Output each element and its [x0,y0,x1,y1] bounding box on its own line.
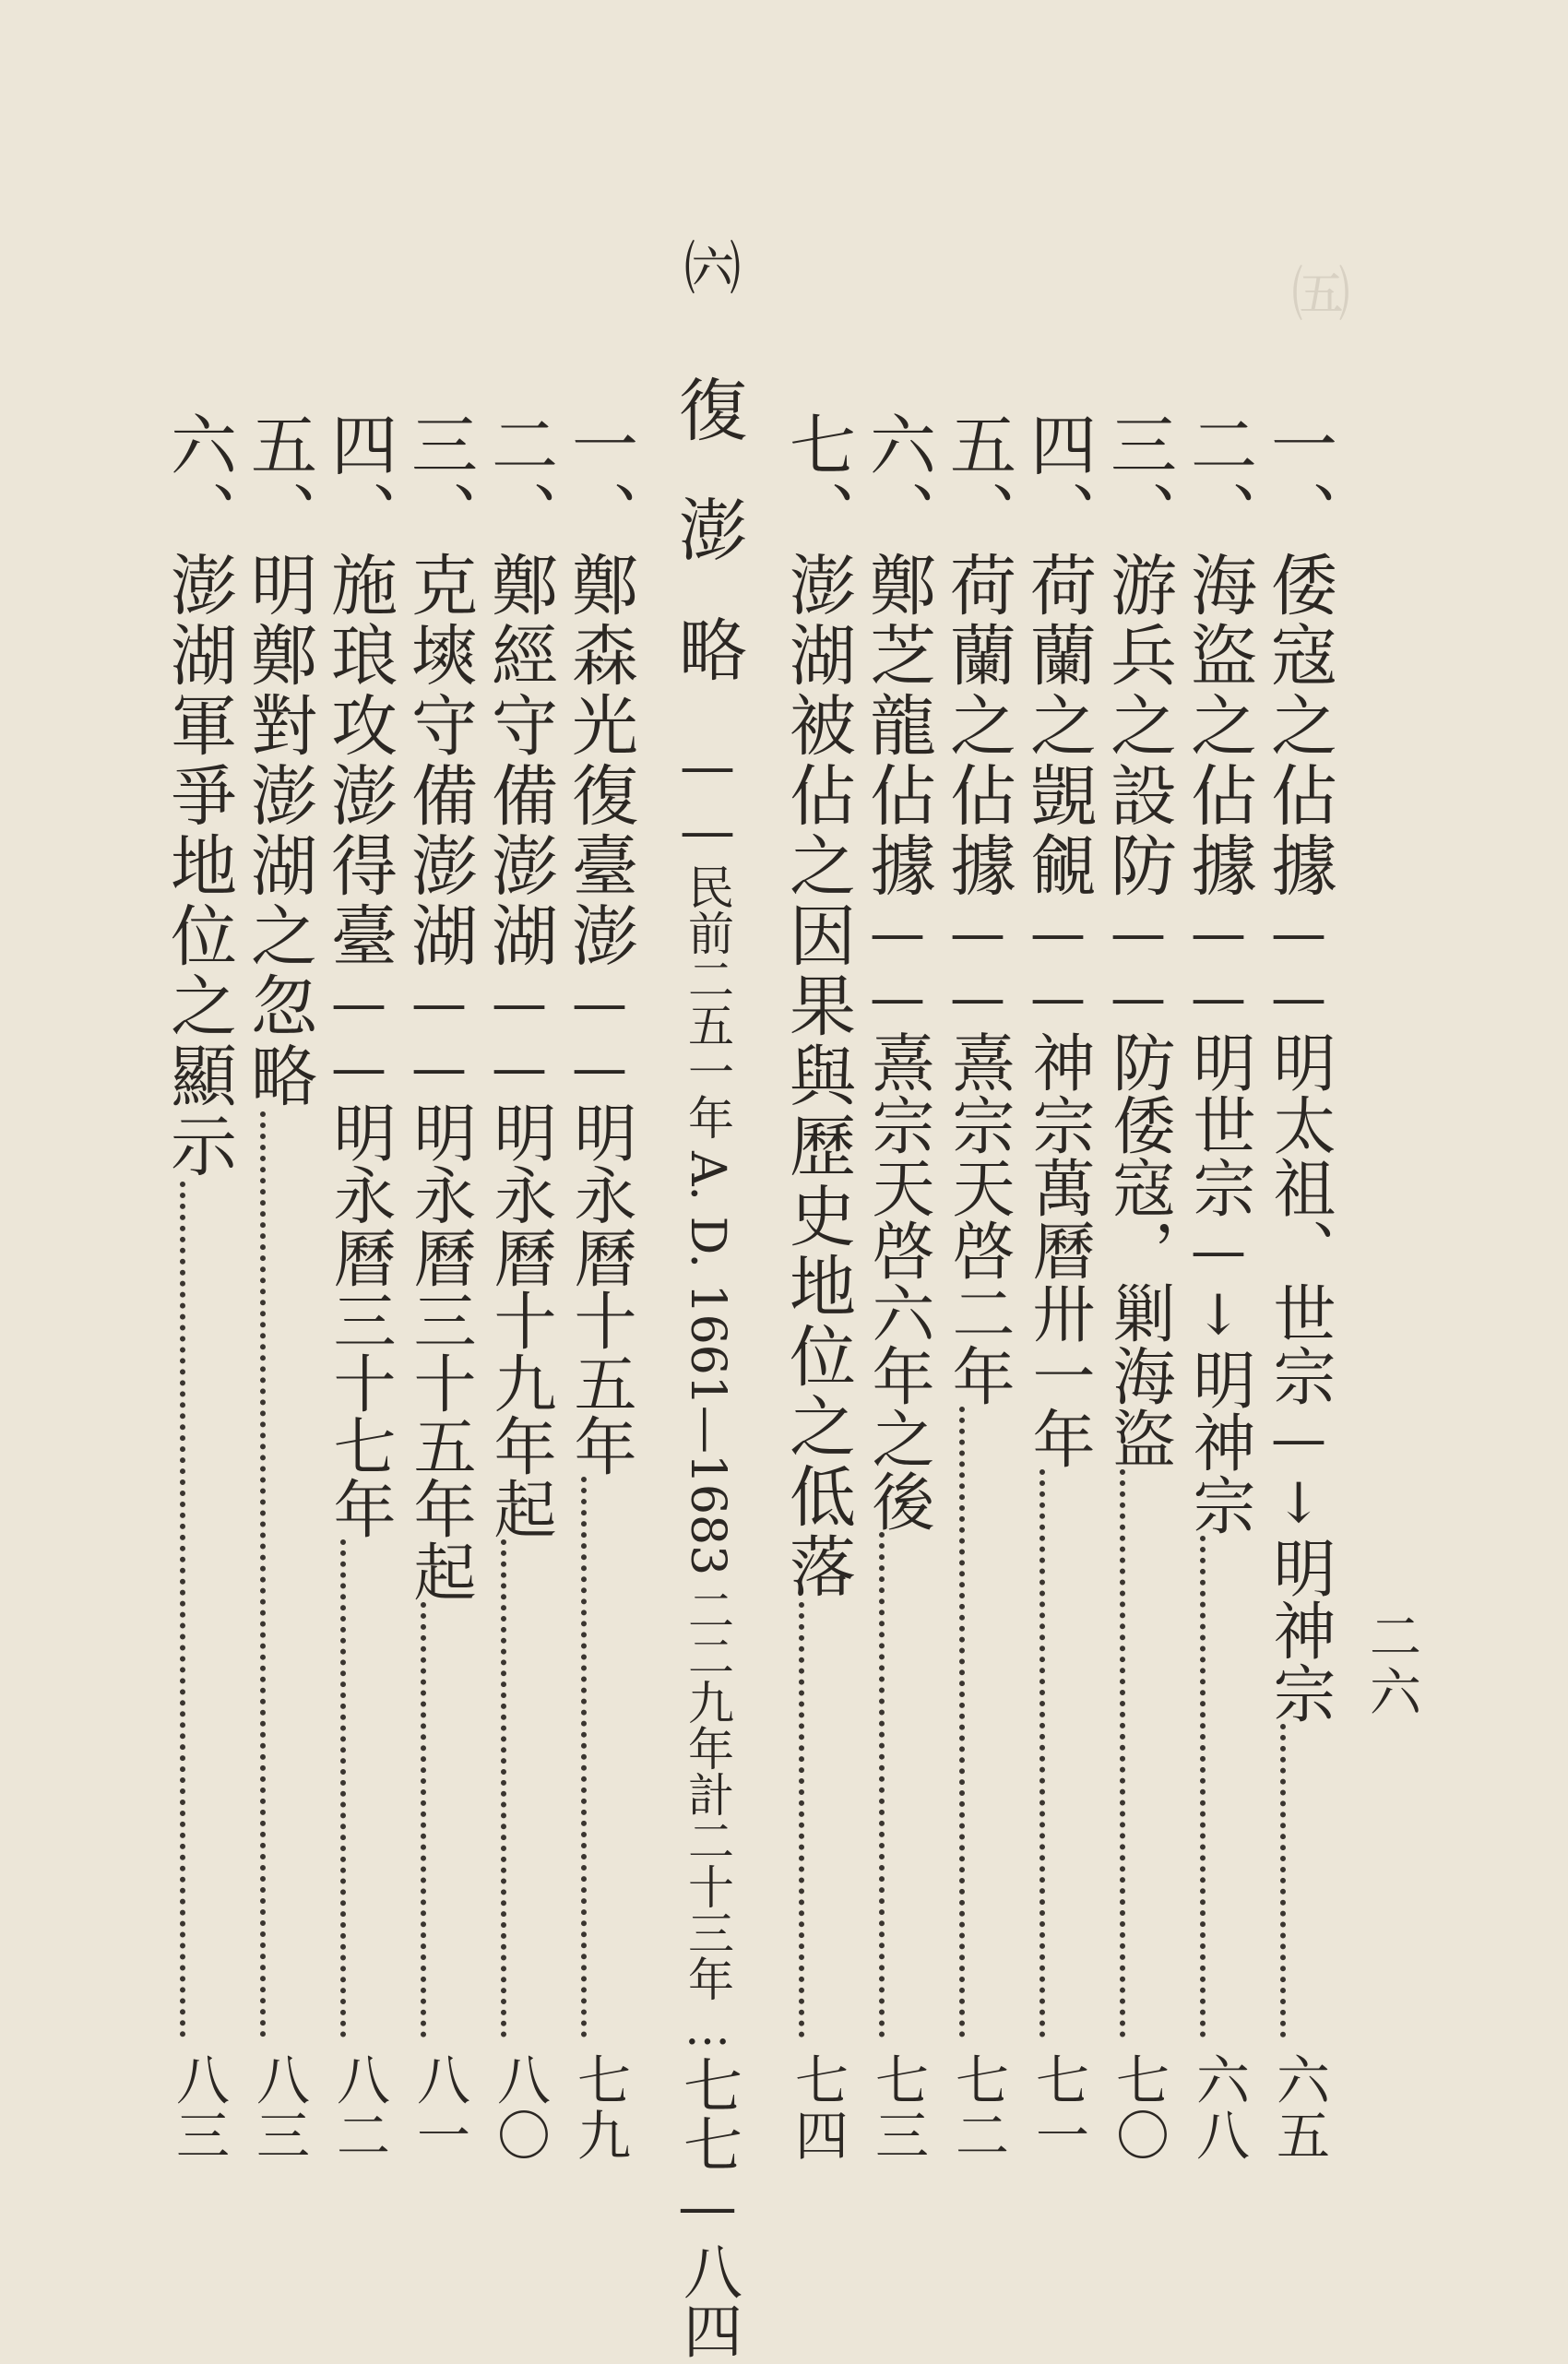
entry-page: 六五 [1267,2052,1330,2163]
entry-title: 二、海盜之佔據 [1180,410,1257,901]
entry-subtitle: 明永曆十五年 [564,1100,636,1477]
entry-title: 三、游兵之設防 [1099,410,1177,901]
entry-title: 一、鄭森光復臺澎 [561,410,638,971]
toc-entry [402,410,476,2163]
leader-dots [340,1539,346,2037]
entry-subtitle: 熹宗天啓六年之後 [861,1030,934,1532]
entry-title: 二、鄭經守備澎湖 [481,410,558,971]
section-pages: 七七—八四 [673,2055,742,2360]
dash: —— [487,971,552,1100]
entry-subtitle-2: 明神宗 [1182,1348,1255,1536]
entry-page: 八三 [167,2052,230,2163]
toc-entry [1021,410,1095,2163]
toc-entry [322,410,396,2163]
entry-title: 五、荷蘭之佔據 [939,410,1016,901]
entry-page: 七〇 [1107,2052,1170,2163]
leader-dots [260,1111,266,2037]
section-latin-dates: A. D. 1661—1683 [680,1151,735,1576]
entry-page: 六八 [1187,2052,1250,2163]
leader-dots [1200,1536,1206,2037]
toc-entry [563,410,636,2163]
leader-dots [421,1602,426,2037]
dash: —— [327,971,391,1100]
toc-entry [861,410,934,2163]
toc-entry [1182,410,1255,2163]
entry-page: 七四 [786,2052,849,2163]
section-dates: 民前二五一年 [681,863,734,1140]
dash: —— [567,971,632,1100]
entry-page: 七二 [946,2052,1009,2163]
arrow-dash: —↓ [1186,1218,1251,1348]
entry-subtitle: 防倭寇，剿海盜 [1102,1030,1175,1469]
entry-title: 六、鄭芝龍佔據 [859,410,936,901]
entry-subtitle-2: 明神宗 [1263,1536,1336,1724]
leader-dots [581,1477,587,2037]
entry-title: 一、倭寇之佔據 [1260,410,1337,901]
entry-title: 四、施琅攻澎得臺 [320,410,398,971]
dash: —— [945,901,1010,1030]
entry-title: 六、澎湖軍爭地位之顯示 [160,410,237,1182]
toc-entry [1262,410,1336,2163]
entry-subtitle: 明永曆三十五年起 [403,1100,476,1602]
section-number: ㈥ [674,238,742,295]
leader-dots: … [681,2002,734,2056]
page-number: 二六 [1361,1610,1421,1720]
leader-dots [1280,1724,1286,2037]
leader-dots [501,1539,506,2037]
leader-dots [879,1532,885,2037]
dash: —— [1026,901,1090,1030]
section-heading [666,238,749,2360]
show-through-text: ㈤ [1281,263,1349,322]
entry-page: 八二 [327,2052,390,2163]
entry-page: 八〇 [488,2052,551,2163]
dash: —— [1186,901,1251,1030]
section-dates-2: 二二九年計二十三年 [681,1586,734,2002]
dash: —— [1266,901,1331,1030]
entry-subtitle: 熹宗天啓二年 [942,1030,1015,1407]
leader-dots [180,1182,185,2037]
toc-entry [242,410,315,2163]
entry-subtitle: 明永曆三十七年 [323,1100,396,1539]
entry-subtitle: 神宗萬曆卅一年 [1022,1030,1095,1469]
toc-entry [1101,410,1175,2163]
dash: —— [1106,901,1170,1030]
entry-subtitle: 明太祖、世宗 [1263,1030,1336,1407]
dash: —— [407,971,471,1100]
dash: —— [865,901,930,1030]
section-title: 復澎略 [668,374,747,734]
entry-subtitle: 明世宗 [1182,1030,1255,1218]
entry-subtitle: 明永曆十九年起 [483,1100,556,1539]
entry-title: 五、明鄭對澎湖之忽略 [240,410,317,1111]
entry-title: 七、澎湖被佔之因果與歷史地位之低落 [778,410,856,1602]
entry-title: 三、克塽守備澎湖 [400,410,478,971]
toc-entry [941,410,1015,2163]
entry-page: 七三 [866,2052,929,2163]
leader-dots [959,1407,965,2037]
leader-dots [799,1602,804,2037]
dash: —— [675,734,740,863]
toc-entry [780,410,854,2163]
entry-page: 八一 [408,2052,470,2163]
entry-page: 七一 [1027,2052,1089,2163]
arrow-dash: —↓ [1266,1407,1331,1536]
entry-page: 八三 [247,2052,310,2163]
entry-page: 七九 [568,2052,631,2163]
entry-title: 四、荷蘭之覬覦 [1019,410,1097,901]
leader-dots [1120,1469,1125,2037]
toc-entry [161,410,235,2163]
leader-dots [1039,1469,1045,2037]
toc-entry [482,410,556,2163]
